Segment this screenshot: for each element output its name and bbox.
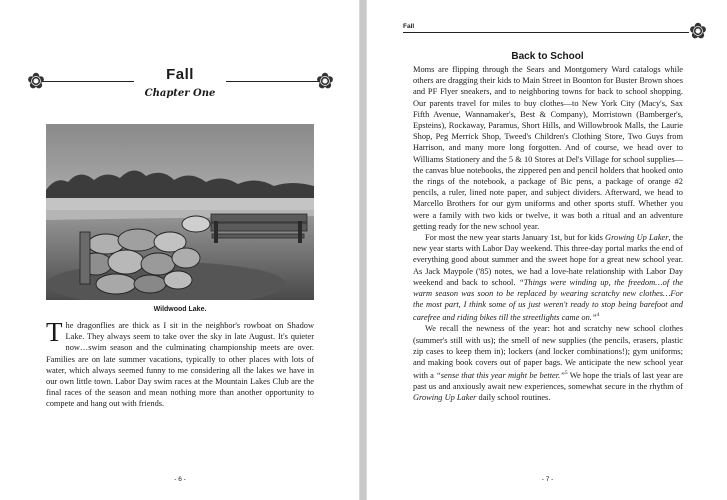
page-number: - 7 - [541, 476, 554, 483]
chapter-title: Fall [166, 66, 194, 83]
photo-caption: Wildwood Lake. [153, 306, 207, 313]
paragraph-1: Moms are flipping through the Sears and Montgomery Ward catalogs while others are dragging their kids to Main Street in Boonton for Buster Brown shoes and PF Flyer sneakers, and to neighboring towns for back to school shopping. Our parents travel for miles to buy clothes—to New York City (Macy's, Sax Fifth Avenue, Wannamaker's, Best & Company), Morristown (Bamberger's, Epsteins), Rockaway, Paramus, Short Hills, and Willowbrook Malls, the Laurie Shop, Peg Merrick Shop, Tweed's Children's Clothing Store, Two Guys from Harrison, and many more long forgotten. And of course, we head over to Williams Stationery and the 5 & 10 Stores at Del's Village for school supplies—the canvas blue notebooks, the zippered pen and pencil holders that hooked onto the rings of the notebook, a package of Bic pens, a package of orange #2 pencils, a ruler, lined note paper, and subject dividers. Afterward, we head to Marcello Brothers for our gym uniforms and other sports stuff. Whether you were a family with two kids or twelve, it was both a ritual and an adventure getting ready for the new school year. [413, 65, 683, 231]
right-page [366, 0, 727, 500]
section-title: Back to School [511, 51, 584, 62]
right-body-text [413, 64, 683, 404]
flower-ornament-icon [689, 22, 707, 40]
running-head: Fall [403, 23, 415, 30]
page-number: - 6 - [174, 476, 186, 483]
paragraph-2: For most the new year starts January 1st, but for kids Growing Up Laker, the new year starts with Labor Day weekend. This three-day portal marks the end of everything good about summer and the sweet hope for a great new school year. As Jack Maypole ('85) notes, we had a love-hate relationship with Labor Day weekend and back to school. “Things were winding up, the freedom…of the warm season was soon to be replaced by wearing scratchy new clothes…For the most part, I think some of us just weren't ready to stop being barefoot and carefree and riding bikes till the streetlights came on.”$^4$ [413, 233, 684, 323]
drop-cap: T [46, 317, 63, 347]
chapter-subtitle: Chapter One [144, 88, 216, 99]
left-body-text [46, 317, 314, 410]
running-head-rule [403, 32, 689, 33]
left-page [0, 0, 360, 500]
paragraph-3: We recall the newness of the year: hot and scratchy new school clothes (summer's still with us); the smell of new supplies (the pencils, erasers, plastic zip cases to keep them in); lockers (and locker combinations!); gym uniforms; and making book covers out of paper bags. We anticipate the new school year with a “sense that this year might be better.”$^5$ We hope the trials of last year are past us and anxiously await new experiences, somewhat secure in the rhythm of Growing Up Laker daily school routines. [413, 324, 683, 403]
opening-paragraph: The dragonflies are thick as I sit in the neighbor's rowboat on Shadow Lake. They always seem to take over the sky in late August. It's quieter now…swim season and the culminating championship meets are over. Families are on late summer vacations, typically to other places with lots of water, which always seemed funny to me considering all the lakes we have in our own little town. Labor Day swim races at the Mountain Lakes Club are the final races of the season and mean nothing more than another opportunity to compete and hang out with friends. [46, 317, 314, 409]
lake-photo [46, 124, 314, 300]
